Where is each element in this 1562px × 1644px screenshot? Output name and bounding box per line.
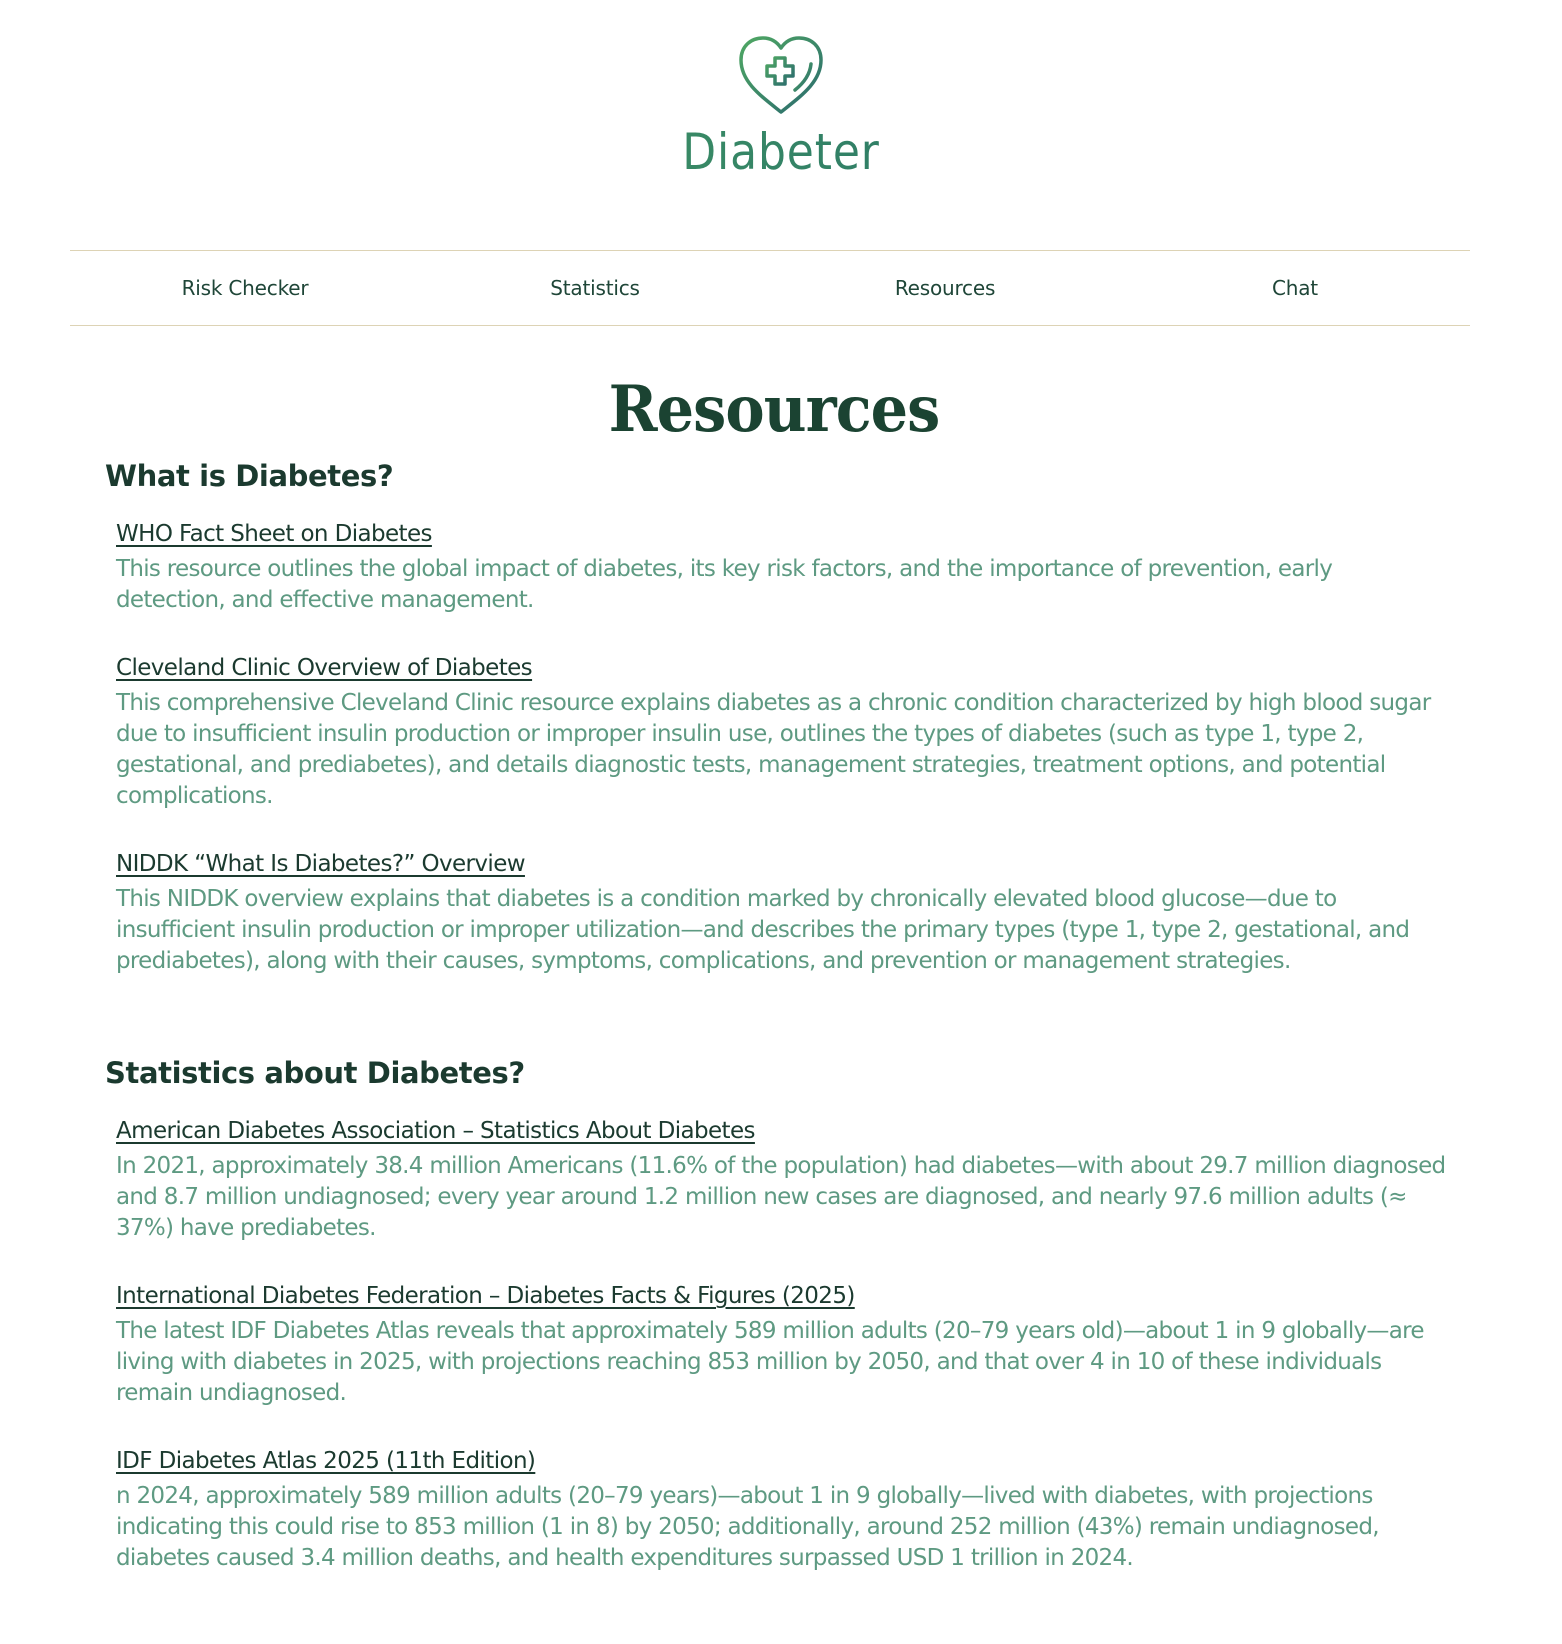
resource-link[interactable]: Cleveland Clinic Overview of Diabetes xyxy=(116,655,533,681)
resource-item xyxy=(116,1115,1446,1244)
resource-link[interactable]: IDF Diabetes Atlas 2025 (11th Edition) xyxy=(116,1448,536,1474)
nav-item-risk-checker[interactable]: Risk Checker xyxy=(181,276,309,300)
resource-description: n 2024, approximately 589 million adults (20–79 years)—about 1 in 9 globally—lived with diabetes, with projections indicating this could rise to 853 million (1 in 8) by 2050; additionally, around 252 million (43%) remain undiagnosed, diabetes caused 3.4 million deaths, and health expenditures surpassed USD 1 trillion in 2024. xyxy=(116,1483,1379,1571)
site-logo[interactable] xyxy=(0,30,1562,180)
section-heading: What is Diabetes? xyxy=(105,459,394,493)
resource-link[interactable]: WHO Fact Sheet on Diabetes xyxy=(116,521,432,547)
resource-item xyxy=(116,1445,1425,1574)
resource-item xyxy=(116,652,1431,812)
resource-description: This NIDDK overview explains that diabetes is a condition marked by chronically elevated blood glucose—due to insufficient insulin production or improper utilization—and describes the primary types (type 1, type 2, gestational, and prediabetes), along with their causes, symptoms, complications, and prevention or management strategies. xyxy=(116,886,1410,974)
resource-link[interactable]: American Diabetes Association – Statistics About Diabetes xyxy=(116,1118,755,1144)
resource-item xyxy=(116,1280,1425,1409)
resource-item xyxy=(116,848,1425,977)
nav-item-resources[interactable]: Resources xyxy=(894,276,996,300)
resource-description: This comprehensive Cleveland Clinic resource explains diabetes as a chronic condition characterized by high blood sugar due to insufficient insulin production or improper insulin use, outlines the types of diabetes (such as type 1, type 2, gestational, and prediabetes), and details diagnostic tests, management strategies, treatment options, and potential complications. xyxy=(116,690,1431,809)
section-statistics-about-diabetes xyxy=(105,1053,1446,1574)
heart-with-medical-cross-icon xyxy=(731,30,831,120)
resource-item xyxy=(116,518,1425,616)
section-what-is-diabetes xyxy=(105,456,1431,977)
resource-description: The latest IDF Diabetes Atlas reveals that approximately 589 million adults (20–79 years old)—about 1 in 9 globally—are living with diabetes in 2025, with projections reaching 853 million by 2050, and that over 4 in 10 of these individuals remain undiagnosed. xyxy=(116,1318,1424,1406)
resource-description: This resource outlines the global impact of diabetes, its key risk factors, and the importance of prevention, early detection, and effective management. xyxy=(116,556,1333,613)
nav-item-chat[interactable]: Chat xyxy=(1272,276,1318,300)
resource-link[interactable]: NIDDK “What Is Diabetes?” Overview xyxy=(116,851,525,877)
section-heading: Statistics about Diabetes? xyxy=(105,1056,525,1090)
resource-description: In 2021, approximately 38.4 million Americans (11.6% of the population) had diabetes—with about 29.7 million diagnosed and 8.7 million undiagnosed; every year around 1.2 million new cases are diagnosed, and nearly 97.6 million adults (≈ 37%) have prediabetes. xyxy=(116,1153,1446,1241)
main-nav xyxy=(70,250,1470,326)
page-title: Resources xyxy=(608,372,940,447)
brand-name: Diabeter xyxy=(94,124,1469,180)
resource-link[interactable]: International Diabetes Federation – Diabetes Facts & Figures (2025) xyxy=(116,1283,855,1309)
nav-item-statistics[interactable]: Statistics xyxy=(550,276,640,300)
